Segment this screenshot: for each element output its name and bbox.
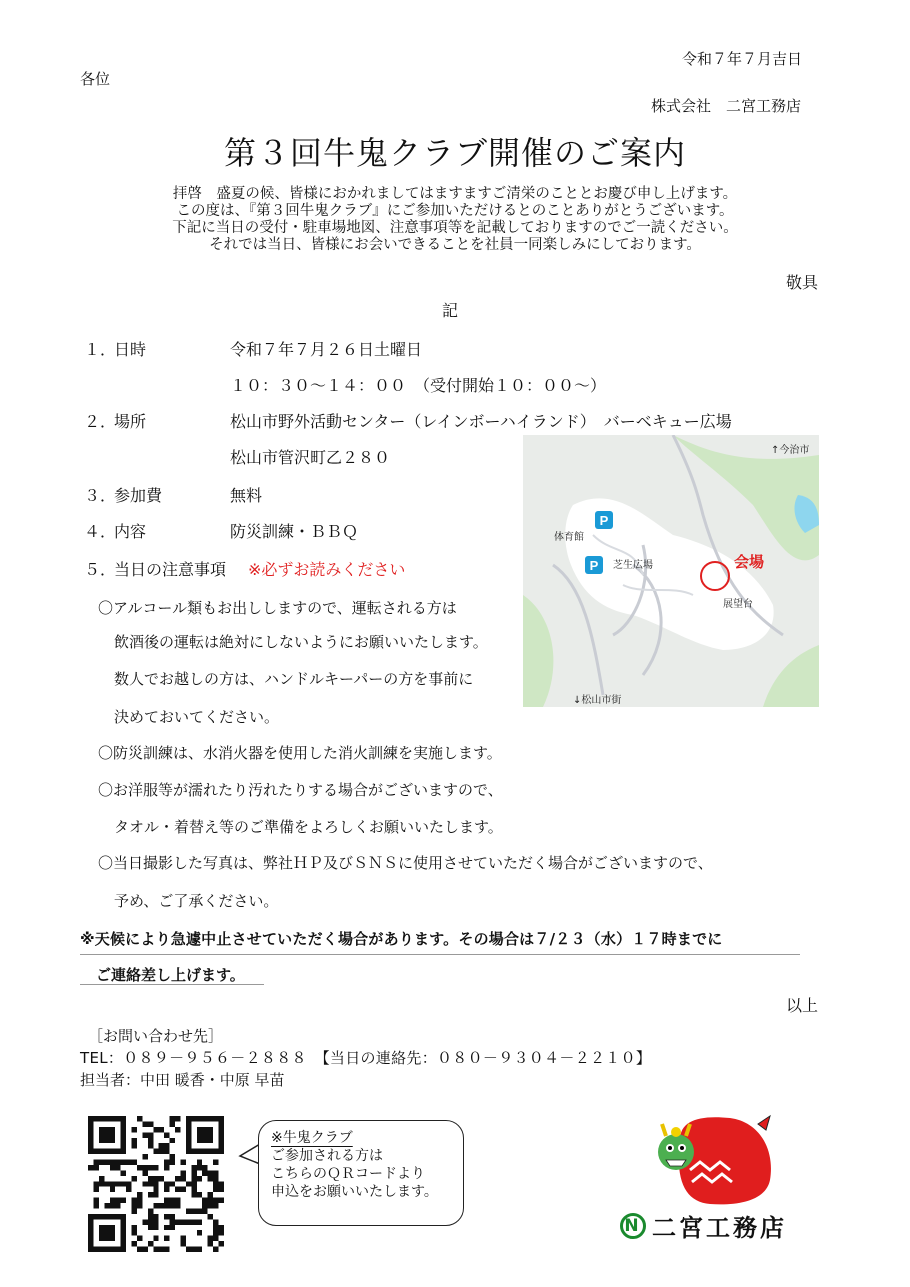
- company-logo-name: 二宮工務店: [652, 1214, 787, 1242]
- bubble-line: 申込をお願いいたします。: [271, 1184, 438, 1200]
- item-label-datetime: 日時: [114, 340, 147, 359]
- company-name: 株式会社 二宮工務店: [651, 97, 802, 115]
- note-line: 飲酒後の運転は絶対にしないようにお願いいたします。: [114, 633, 488, 651]
- gym-label: 体育館: [554, 532, 584, 543]
- weather-notice-line1: ※天候により急遽中止させていただく場合があります。その場合は７/２３（水）１７時までに: [80, 930, 723, 948]
- item-value-fee: 無料: [230, 486, 263, 505]
- recipient: 各位: [80, 70, 111, 88]
- ki: 記: [442, 301, 459, 320]
- document-date: 令和７年７月吉日: [682, 50, 803, 68]
- item-number: １．: [84, 340, 117, 359]
- item-number: ５．: [84, 560, 117, 579]
- item-label-place: 場所: [114, 412, 147, 431]
- notice-underline: [80, 984, 264, 985]
- intro-paragraph: [0, 186, 910, 254]
- note-line: 〇アルコール類もお出ししますので、運転される方は: [98, 599, 457, 617]
- item-label-content: 内容: [114, 522, 147, 541]
- qr-speech-bubble: [258, 1120, 464, 1226]
- note-line: 予め、ご了承ください。: [114, 892, 279, 910]
- north-label: ↑今治市: [771, 445, 810, 456]
- venue-map: [523, 435, 819, 707]
- ijo: 以上: [786, 996, 819, 1015]
- contact-tel: TEL：０８９－９５６－２８８８ 【当日の連絡先：０８０－９３０４－２２１０】: [80, 1049, 652, 1067]
- note-line: 数人でお越しの方は、ハンドルキーパーの方を事前に: [114, 670, 474, 688]
- intro-line: 拝啓 盛夏の候、皆様におかれましてはますますご清栄のこととお慶び申し上げます。: [172, 186, 738, 202]
- page-title: 第３回牛鬼クラブ開催のご案内: [223, 134, 686, 172]
- note-line: 決めておいてください。: [114, 708, 280, 726]
- item-value-content: 防災訓練・ＢＢＱ: [230, 522, 359, 541]
- intro-line: それでは当日、皆様にお会いできることを社員一同楽しみにしております。: [209, 237, 701, 253]
- item-value-address: 松山市管沢町乙２８０: [230, 448, 391, 467]
- venue-label: 会場: [734, 553, 765, 571]
- lawn-label: 芝生広場: [613, 560, 653, 571]
- bubble-title: ※牛鬼クラブ: [271, 1130, 353, 1146]
- notice-underline: [80, 954, 800, 955]
- note-line: 〇当日撮影した写真は、弊社ＨＰ及びＳＮＳに使用させていただく場合がございますので、: [98, 854, 713, 872]
- company-logo-icon: N: [620, 1213, 646, 1239]
- contact-heading: ［お問い合わせ先］: [88, 1027, 224, 1045]
- south-label: ↓松山市街: [573, 695, 622, 706]
- lookout-label: 展望台: [723, 599, 753, 610]
- weather-notice-line2: ご連絡差し上げます。: [96, 966, 245, 984]
- item-number: ４．: [84, 522, 117, 541]
- intro-line: 下記に当日の受付・駐車場地図、注意事項等を記載しておりますのでご一読ください。: [172, 220, 738, 236]
- parking-label: P: [599, 513, 609, 528]
- keigu: 敬具: [786, 273, 819, 292]
- company-logo: [620, 1208, 787, 1243]
- notes-warning: ※必ずお読みください: [248, 560, 406, 579]
- item-value-place: 松山市野外活動センター（レインボーハイランド） バーベキュー広場: [230, 412, 732, 431]
- qr-code[interactable]: [88, 1116, 224, 1252]
- note-line: 〇防災訓練は、水消火器を使用した消火訓練を実施します。: [98, 744, 502, 762]
- item-value-date: 令和７年７月２６日土曜日: [230, 340, 423, 359]
- bubble-line: こちらのＱＲコードより: [271, 1166, 425, 1182]
- item-value-time: １０：３０～１４：００ （受付開始１０：００～）: [230, 376, 607, 395]
- item-label-notes: 当日の注意事項: [114, 560, 227, 579]
- item-number: ２．: [84, 412, 117, 431]
- note-line: タオル・着替え等のご準備をよろしくお願いいたします。: [114, 818, 503, 836]
- contact-person: 担当者：中田 暖香・中原 早苗: [80, 1071, 285, 1089]
- intro-line: この度は、『第３回牛鬼クラブ』にご参加いただけるとのことありがとうございます。: [176, 203, 734, 219]
- bubble-line: ご参加される方は: [271, 1148, 383, 1164]
- note-line: 〇お洋服等が濡れたり汚れたりする場合がございますので、: [98, 781, 503, 799]
- item-label-fee: 参加費: [114, 486, 163, 505]
- ushioni-mascot-illustration: [640, 1110, 780, 1210]
- parking-label: P: [589, 558, 599, 573]
- item-number: ３．: [84, 486, 117, 505]
